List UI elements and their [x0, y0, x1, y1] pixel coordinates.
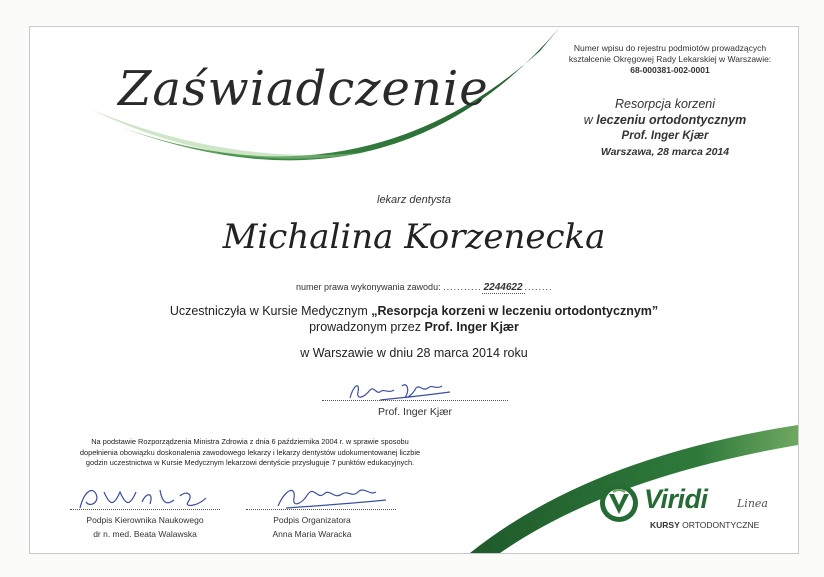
- course-title-line-2: [530, 112, 799, 128]
- course-title-bold: leczeniu ortodontycznym: [596, 113, 747, 127]
- registry-number: 68-000381-002-0001: [630, 65, 710, 75]
- course-lecturer: Prof. Inger Kjær: [621, 130, 709, 142]
- organizer-caption: [242, 513, 382, 541]
- licence-trailing-dots: ........: [524, 282, 553, 292]
- scientific-head-role: Podpis Kierownika Naukowego: [86, 515, 204, 525]
- statement-lecturer: Prof. Inger Kjær: [424, 320, 519, 334]
- organizer-signature: [266, 482, 406, 512]
- statement-course-name: „Resorpcja korzeni w leczeniu ortodontycznym”: [371, 304, 659, 318]
- registry-info: [550, 43, 790, 76]
- organizer-signature-line: [246, 509, 396, 510]
- viridi-linea-script: Linea: [737, 497, 768, 510]
- registry-line-2: kształcenie Okręgowej Rady Lekarskiej w Warszawie:: [568, 54, 772, 64]
- certificate-title: Zaświadczenie: [118, 61, 489, 117]
- lecturer-signature-caption: Prof. Inger Kjær: [377, 406, 453, 418]
- course-place-date: Warszawa, 28 marca 2014: [600, 146, 730, 158]
- viridi-logo-icon: [598, 482, 640, 524]
- scientific-head-signature-line: [70, 509, 220, 510]
- statement-part-2: prowadzonym przez: [309, 320, 421, 334]
- scientific-head-caption: [60, 513, 230, 541]
- licence-leading-dots: ...........: [443, 282, 482, 292]
- scientific-head-signature: [70, 482, 220, 512]
- recipient-name: Michalina Korzenecka: [222, 217, 606, 257]
- lecturer-signature-line: [322, 400, 508, 401]
- viridi-brand: Viridi: [644, 484, 708, 514]
- legal-note-line-1: Na podstawie Rozporządzenia Ministra Zdrowia z dnia 6 października 2004 r. w sprawie sposobu: [91, 437, 409, 446]
- viridi-tagline: [650, 520, 759, 530]
- legal-note: [60, 437, 440, 469]
- licence-label: numer prawa wykonywania zawodu:: [296, 282, 441, 292]
- recipient-profession: lekarz dentysta: [377, 194, 451, 206]
- licence-number-value: 2244622: [483, 282, 523, 293]
- course-title-prefix: w: [583, 113, 593, 127]
- statement-place-date: w Warszawie w dniu 28 marca 2014 roku: [300, 346, 528, 360]
- licence-number-row: [296, 282, 553, 293]
- legal-note-line-3: godzin uczestnictwa w Kursie Medycznym lekarzowi dentyście przysługuje 7 punktów edukacyjnych.: [85, 458, 415, 467]
- course-title-line-1: Resorpcja korzeni: [614, 97, 716, 111]
- certificate-frame: [29, 26, 799, 554]
- statement-part-1: Uczestniczyła w Kursie Medycznym: [169, 304, 368, 318]
- organizer-name: Anna Maria Waracka: [272, 529, 352, 539]
- registry-line-1: Numer wpisu do rejestru podmiotów prowadzących: [573, 43, 767, 53]
- legal-note-line-2: dopełnienia obowiązku doskonalenia zawodowego lekarzy i lekarzy dentystów udokumentowanej liczbie: [79, 447, 421, 457]
- organizer-role: Podpis Organizatora: [273, 515, 351, 525]
- course-block: [530, 96, 799, 160]
- viridi-tagline-bold: KURSY: [650, 520, 680, 530]
- scientific-head-name: dr n. med. Beata Walawska: [93, 529, 197, 539]
- viridi-tagline-rest: ORTODONTYCZNE: [682, 520, 760, 530]
- participation-statement: [30, 303, 798, 361]
